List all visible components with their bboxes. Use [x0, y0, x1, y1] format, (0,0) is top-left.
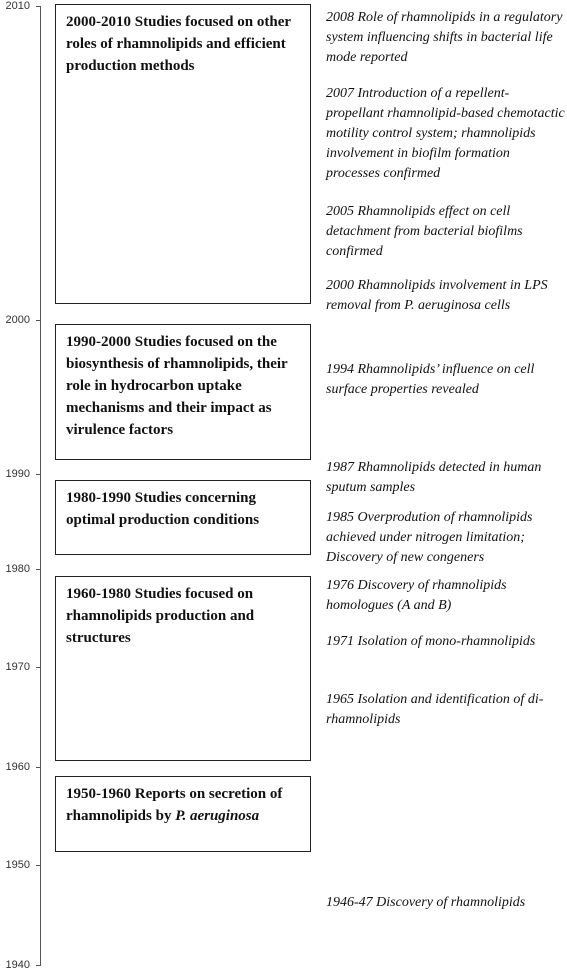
- event-2007: 2007 Introduction of a repellent-propellant rhamnolipid-based chemotactic motility control system; rhamnolipids involvement in biofilm formation processes confirmed: [326, 86, 565, 181]
- period-box-1960-1980: [55, 576, 311, 761]
- event-2000: 2000 Rhamnolipids involvement in LPS removal from P. aeruginosa cells: [326, 278, 548, 313]
- event-1965: 1965 Isolation and identification of di-rhamnolipids: [326, 692, 544, 727]
- period-text: 1950-1960 Reports on secretion of rhamnolipids by: [66, 786, 283, 824]
- event-1976: 1976 Discovery of rhamnolipids homologues (A and B): [326, 578, 507, 613]
- period-box-1980-1990: [55, 480, 311, 555]
- period-box-2000-2010: [55, 4, 311, 304]
- axis-tick: [36, 965, 41, 966]
- event-1971: 1971 Isolation of mono-rhamnolipids: [326, 634, 536, 649]
- period-box-1990-2000: [55, 324, 311, 460]
- axis-tick: [36, 6, 41, 7]
- axis-tick: [36, 865, 41, 866]
- period-text: 2000-2010 Studies focused on other roles of rhamnolipids and efficient production methods: [66, 14, 291, 74]
- event-1946-47: 1946-47 Discovery of rhamnolipids: [326, 895, 526, 910]
- event-1985: 1985 Overprodution of rhamnolipids achieved under nitrogen limitation; Discovery of new congeners: [326, 510, 533, 565]
- period-text: 1990-2000 Studies focused on the biosynthesis of rhamnolipids, their role in hydrocarbon uptake mechanisms and their impact as virulence factors: [66, 334, 288, 438]
- event-1987: 1987 Rhamnolipids detected in human sputum samples: [326, 460, 542, 495]
- period-text: 1980-1990 Studies concerning optimal production conditions: [66, 490, 260, 528]
- period-text: 1960-1980 Studies focused on rhamnolipids production and structures: [66, 586, 255, 646]
- period-box-1950-1960: [55, 776, 311, 852]
- period-text-italic: P. aeruginosa: [175, 808, 260, 824]
- timeline-axis: [40, 6, 41, 966]
- event-2005: 2005 Rhamnolipids effect on cell detachment from bacterial biofilms confirmed: [326, 204, 523, 259]
- axis-tick: [36, 474, 41, 475]
- event-1994: 1994 Rhamnolipids’ influence on cell surface properties revealed: [326, 362, 535, 397]
- year-label: 1990: [5, 468, 30, 480]
- year-label: 2010: [5, 0, 30, 12]
- year-label: 1960: [5, 761, 30, 773]
- axis-tick: [36, 667, 41, 668]
- year-label: 2000: [5, 314, 30, 326]
- year-label: 1940: [5, 959, 30, 971]
- year-label: 1970: [5, 661, 30, 673]
- axis-tick: [36, 569, 41, 570]
- year-label: 1950: [5, 859, 30, 871]
- event-2008: 2008 Role of rhamnolipids in a regulatory system influencing shifts in bacterial life mode reported: [326, 10, 563, 65]
- axis-tick: [36, 767, 41, 768]
- year-label: 1980: [5, 563, 30, 575]
- axis-tick: [36, 320, 41, 321]
